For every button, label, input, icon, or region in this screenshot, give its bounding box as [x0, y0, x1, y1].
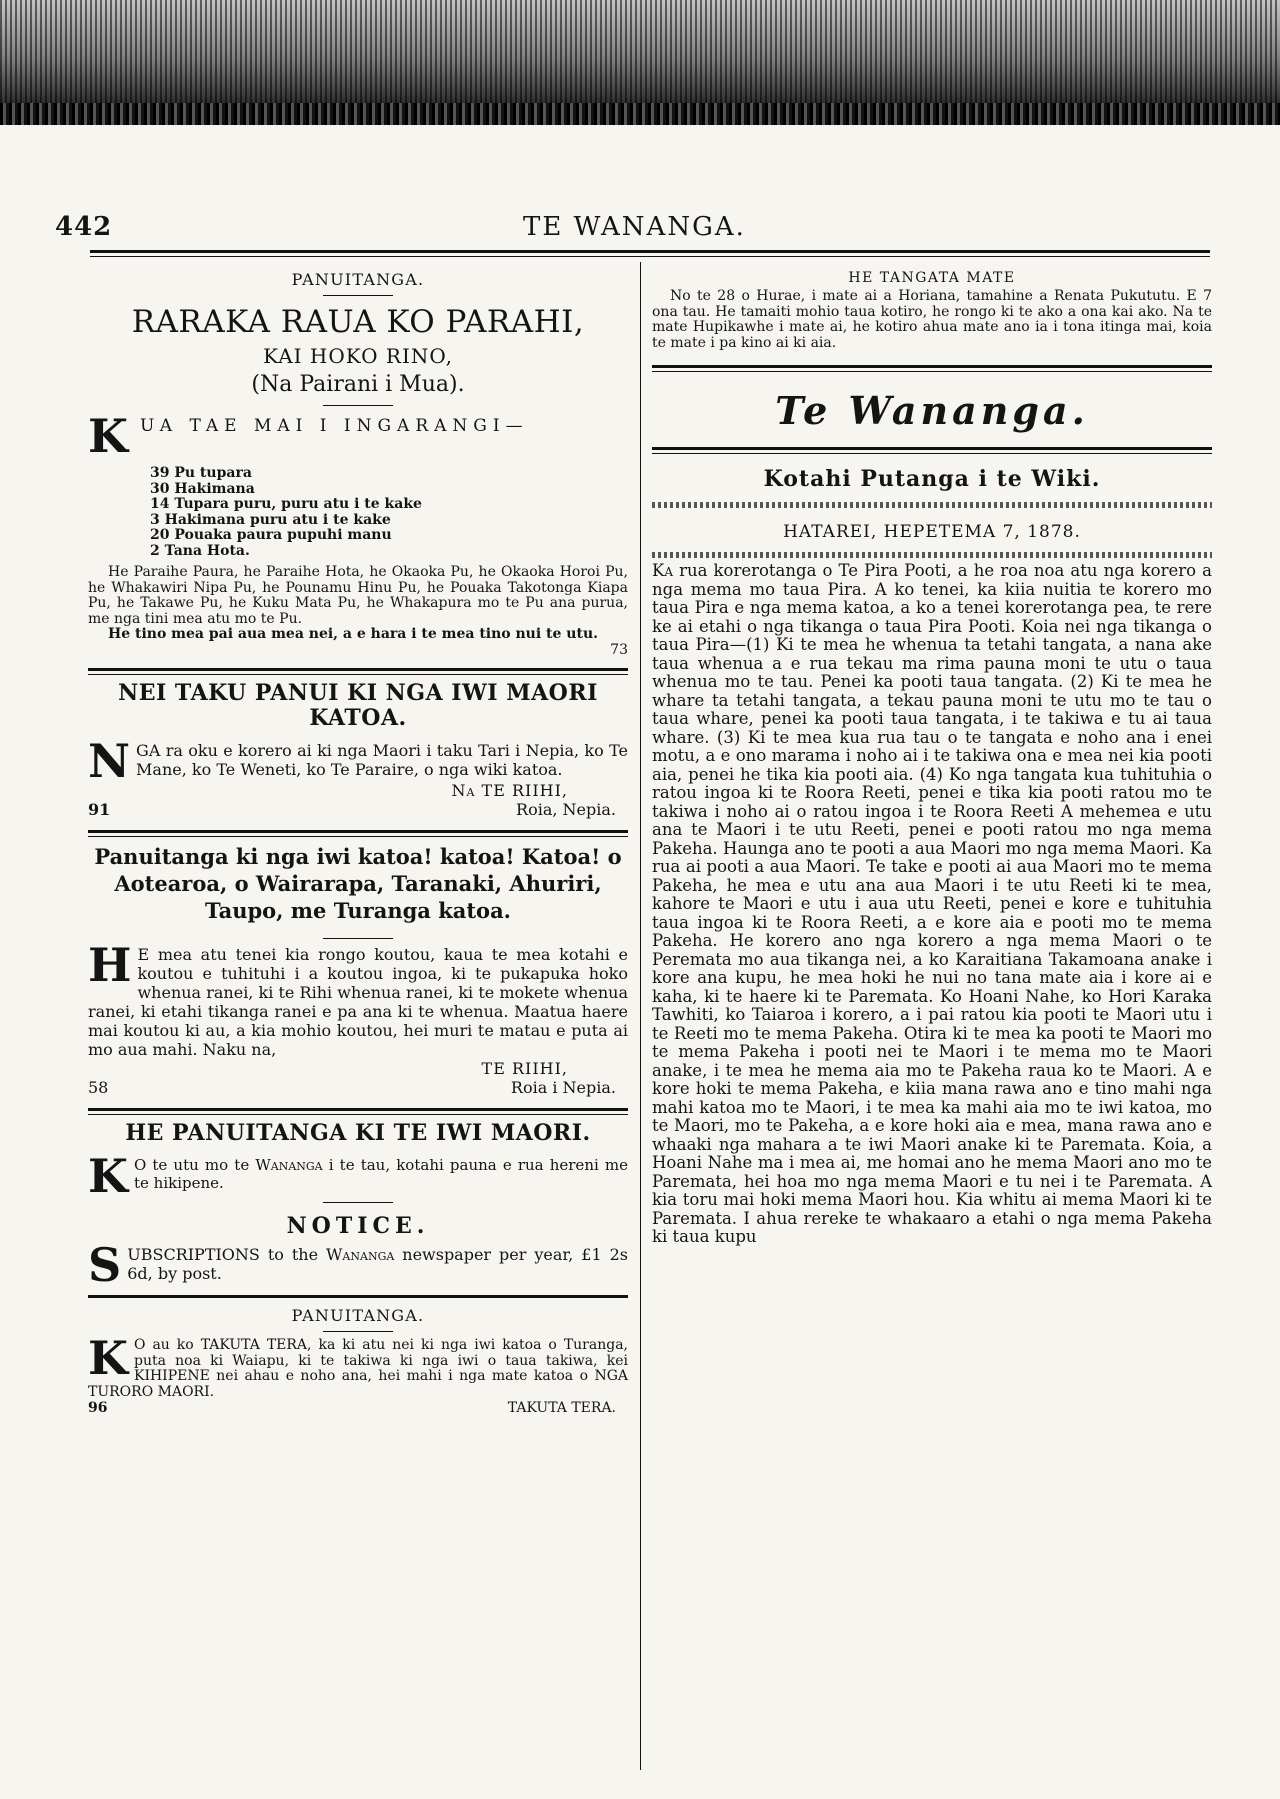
drop-cap: K: [88, 1331, 128, 1385]
notice-block: [88, 1213, 628, 1292]
left-column: [88, 262, 628, 1420]
ad-body-text: GA ra oku e korero ai ki nga Maori i taku Tari i Nepia, ko Te Mane, ko Te Weneti, ko Te Paraire, o nga wiki katoa.: [136, 741, 628, 779]
wavy-rule: [652, 502, 1212, 508]
ad-nei-taku-panui: [88, 681, 628, 820]
drop-cap: N: [88, 734, 131, 788]
ad-title: NEI TAKU PANUI KI NGA IWI MAORI KATOA.: [118, 680, 598, 731]
ad-body: He Paraihe Paura, he Paraihe Hota, he Okaoka Pu, he Okaoka Horoi Pu, he Whakawiri Nipa Pu, he Pounamu Hinu Pu, he Pouaka Takotonga Kiapa Pu, he Takawe Pu, he Kuku Mata Pu, he Whakapura mo te Pu ana purua, me nga tini mea atu mo te Pu.: [88, 564, 628, 627]
column-divider: [640, 262, 641, 1770]
drop-cap: K: [88, 1149, 128, 1203]
tagline: Kotahi Putanga i te Wiki.: [763, 466, 1101, 492]
signature-row: [88, 1400, 628, 1420]
ad-number: 91: [88, 800, 111, 819]
signer-place: Roia i Nepia.: [510, 1078, 616, 1097]
ad-body-text: E mea atu tenei kia rongo koutou, kaua te mea kotahi e koutou e tuhituhi i a koutou ingoa, ki te pukapuka hoko whenua ranei, ki te Rihi whenua ranei, ki te mokete whenua ranei, ki etahi tikanga ranei e pa ana ki te whenua. Maatua haere mai koutou ki au, a kia mohio koutou, hei muri te matau e puta ai mo aua mahi. Naku na,: [88, 945, 628, 1059]
masthead-rule: [652, 447, 1212, 450]
ad-number: 58: [88, 1078, 109, 1097]
section-rule: [88, 1108, 628, 1111]
death-notice-body: No te 28 o Hurae, i mate ai a Horiana, tamahine a Renata Pukututu. E 7 ona tau. He tamaiti mohio taua kotiro, he rongo ki te ako a ona kai ako. Na te mate Hupikawhe i mate ai, he kotiro ahua mate ano ia i tona itinga mai, koia te mate i pa kino ai ki aia.: [652, 288, 1212, 351]
list-item: 20 Pouaka paura pupuhi manu: [150, 527, 392, 543]
ad-number: 73: [610, 641, 628, 658]
ad-body: [88, 734, 628, 788]
signer-line: [88, 781, 628, 800]
death-notice: [652, 270, 1212, 351]
header-rule: [90, 250, 1210, 253]
ad-body-b: i te tau, kotahi pauna e rua hereni me te hikipene.: [133, 1156, 628, 1192]
notice-body-sc: Wananga: [325, 1245, 395, 1264]
section-rule-thin: [88, 836, 628, 837]
ad-body: [88, 1149, 628, 1203]
header-rule-thin: [90, 256, 1210, 257]
notice-body: [88, 1238, 628, 1292]
list-item: 3 Hakimana puru atu i te kake: [150, 511, 391, 528]
notice-body-b: newspaper per year, £1 2s 6d, by post.: [127, 1245, 628, 1283]
ad-title: Panuitanga ki nga iwi katoa! katoa! Katoa! o Aotearoa, o Wairarapa, Taranaki, Ahuriri, Taupo, me Turanga katoa.: [94, 844, 622, 923]
short-rule: [323, 295, 393, 296]
ad-body-text: O au ko TAKUTA TERA, ka ki atu nei ki nga iwi katoa o Turanga, puta noa ki Waiapu, ki te takiwa ki nga iwi o taua takiwa, kei KIHIPENE nei ahau e noho ana, hei mahi i nga mate katoa o NGA TURORO MAORI.: [88, 1337, 628, 1400]
list-item: 14 Tupara puru, puru atu i te kake: [150, 496, 422, 512]
section-rule: [88, 1295, 628, 1298]
ad-lead: [88, 409, 628, 463]
scan-edge-noise: [0, 0, 1280, 125]
dateline: HATAREI, HEPETEMA 7, 1878.: [783, 522, 1081, 542]
ad-panuitanga-iwi-maori: [88, 1120, 628, 1203]
item-list: [150, 466, 628, 559]
short-rule: [323, 1202, 393, 1203]
signer-name: TE RIIHI,: [481, 781, 568, 800]
signer-place: Roia, Nepia.: [516, 800, 616, 819]
short-rule: [323, 405, 393, 406]
wavy-rule: [652, 552, 1212, 558]
list-item: 30 Hakimana: [150, 480, 255, 497]
masthead: Te Wananga.: [775, 388, 1089, 433]
ad-takuta-tera: [88, 1306, 628, 1420]
right-column: [652, 262, 1212, 1247]
page-number: 442: [55, 212, 113, 242]
ad-raraka-raua: [88, 270, 628, 658]
ad-body-a: O te utu mo te: [133, 1156, 256, 1174]
short-rule: [323, 938, 393, 939]
ad-title: RARAKA RAUA KO PARAHI,: [131, 304, 585, 340]
section-rule: [652, 365, 1212, 368]
ad-subtitle-2: (Na Pairani i Mua).: [251, 372, 465, 397]
ad-label: PANUITANGA.: [291, 270, 425, 289]
ad-label: PANUITANGA.: [291, 1306, 425, 1325]
notice-title: NOTICE.: [286, 1213, 430, 1239]
drop-cap: K: [88, 409, 134, 463]
ad-body: [88, 938, 628, 1059]
drop-cap: S: [88, 1238, 122, 1292]
section-rule: [88, 668, 628, 671]
section-rule-thin: [88, 1114, 628, 1115]
list-item: 2 Tana Hota.: [150, 542, 250, 559]
page-title: TE WANANGA.: [523, 212, 746, 242]
section-rule: [88, 830, 628, 833]
article-body: rua korerotanga o Te Pira Pooti, a he roa noa atu nga korero a nga mema mo taua Pira. A ko tenei, ka kiia nuitia te korero mo taua Pira e nga mema katoa, a ko a tenei korerotanga pea, te rere ke ai etahi o nga tikanga o taua Pira Pooti. Koia nei nga tikanga o taua Pira—(1) Ki te mea he whenua ta tetahi tangata, a nana ake taua whenua a e rua tekau ma rima pauna moni te utu o taua whenua mo te tau. Penei ka pooti taua tangata. (2) Ki te mea he whare ta tetahi tangata, a tekau pauna moni te utu mo te tau o taua whare, penei ka pooti taua tangata, i te takiwa e tu ai taua whare. (3) Ki te mea kua rua tau o te tangata e noho ana i enei motu, a e ono marama i noho ai i te takiwa ona e mea nei kia pooti aia, penei he tika kia pooti aia. (4) Ko nga tangata kua tuhituhia o ratou ingoa ki te Roora Reeti, penei e tika kia pooti ratou mo te takiwa i noho ai o ratou ingoa i te Roora Reeti A mehemea e utu ana te Maori i te utu Reeti, penei e pooti ratou mo nga mema Pakeha. Haunga ano te pooti a aua Maori mo nga mema Maori. Ka rua ai pooti a aua Maori. Te take e pooti ai aua Maori mo te mema Pakeha, he mea e utu ana aua Maori i te utu Reeti ki te mea, kahore te Maori e utu i aua utu Reeti, penei e kore e tuhituhia taua ingoa ki te Roora Reeti, a e kore aia e pooti mo te mema Pakeha. He korero ano nga korero a nga mema Maori o te Peremata mo aua tikanga nei, a ko Karaitiana Takamoana anake i kore ana kupu, he mea hoki he nui no tana mate aia i kore ai e kaha, ki te haere ki te Paremata. Ko Hoani Nahe, ko Hori Karaka Tawhiti, ko Taiaroa i korero, a i pai ratou kia pooti te Maori utu i te Reeti mo te mema Pakeha. Otira ki te mea ka pooti te Maori mo te mema Pakeha i pooti nei te Maori i te mema mo te Maori anake, i te mea he mema aia mo te Pakeha raua ko te Maori. A e kore hoki te mema Pakeha, e kiia mana rawa ano e tino mahi nga mahi katoa mo te Maori, i te mea ka mahi aia mo te iwi katoa, mo te Maori, mo te Pakeha, a e kore hoki aia e mea, mana rawa ano e whaaki nga mahara a te iwi Maori anake ki te Paremata. Koia, a Hoani Nahe ma i mea ai, me homai ano he mema Maori ano mo te Paremata, hei hoa mo nga mema Maori e tu nei i te Paremata. A kia toru mai hoki mema Maori hou. Kia whitu ai mema Maori ki te Paremata. I ahua rereke te whakaaro a etahi o nga mema Pakeha ki taua kupu: [652, 561, 1213, 1246]
signer-name: TAKUTA TERA.: [507, 1400, 616, 1416]
section-rule-thin: [652, 371, 1212, 372]
lead-text: UA TAE MAI I INGARANGI—: [139, 416, 529, 436]
list-item: 39 Pu tupara: [150, 465, 252, 481]
masthead-rule-thin: [652, 453, 1212, 454]
signature-row: [88, 800, 628, 820]
signer-name: TE RIIHI,: [481, 1059, 568, 1078]
signer-prefix: Na: [451, 781, 476, 800]
ad-body-sc: Wananga: [255, 1156, 323, 1174]
notice-body-a: UBSCRIPTIONS to the: [127, 1245, 326, 1264]
ad-number: 96: [88, 1400, 108, 1416]
ad-subtitle: KAI HOKO RINO,: [263, 344, 453, 368]
ad-title: HE PANUITANGA KI TE IWI MAORI.: [125, 1120, 591, 1146]
drop-cap: H: [88, 938, 132, 992]
signature-row: [88, 1078, 628, 1098]
short-rule: [323, 1331, 393, 1332]
section-rule-thin: [88, 674, 628, 675]
article-lead: Ka: [652, 561, 673, 580]
ad-body: [88, 1331, 628, 1400]
ad-panuitanga-iwi-katoa: [88, 843, 628, 1098]
ad-body-2: He tino mea pai aua mea nei, a e hara i te mea tino nui te utu.: [108, 626, 598, 642]
death-notice-title: HE TANGATA MATE: [848, 270, 1016, 286]
editorial-article: [652, 562, 1212, 1247]
